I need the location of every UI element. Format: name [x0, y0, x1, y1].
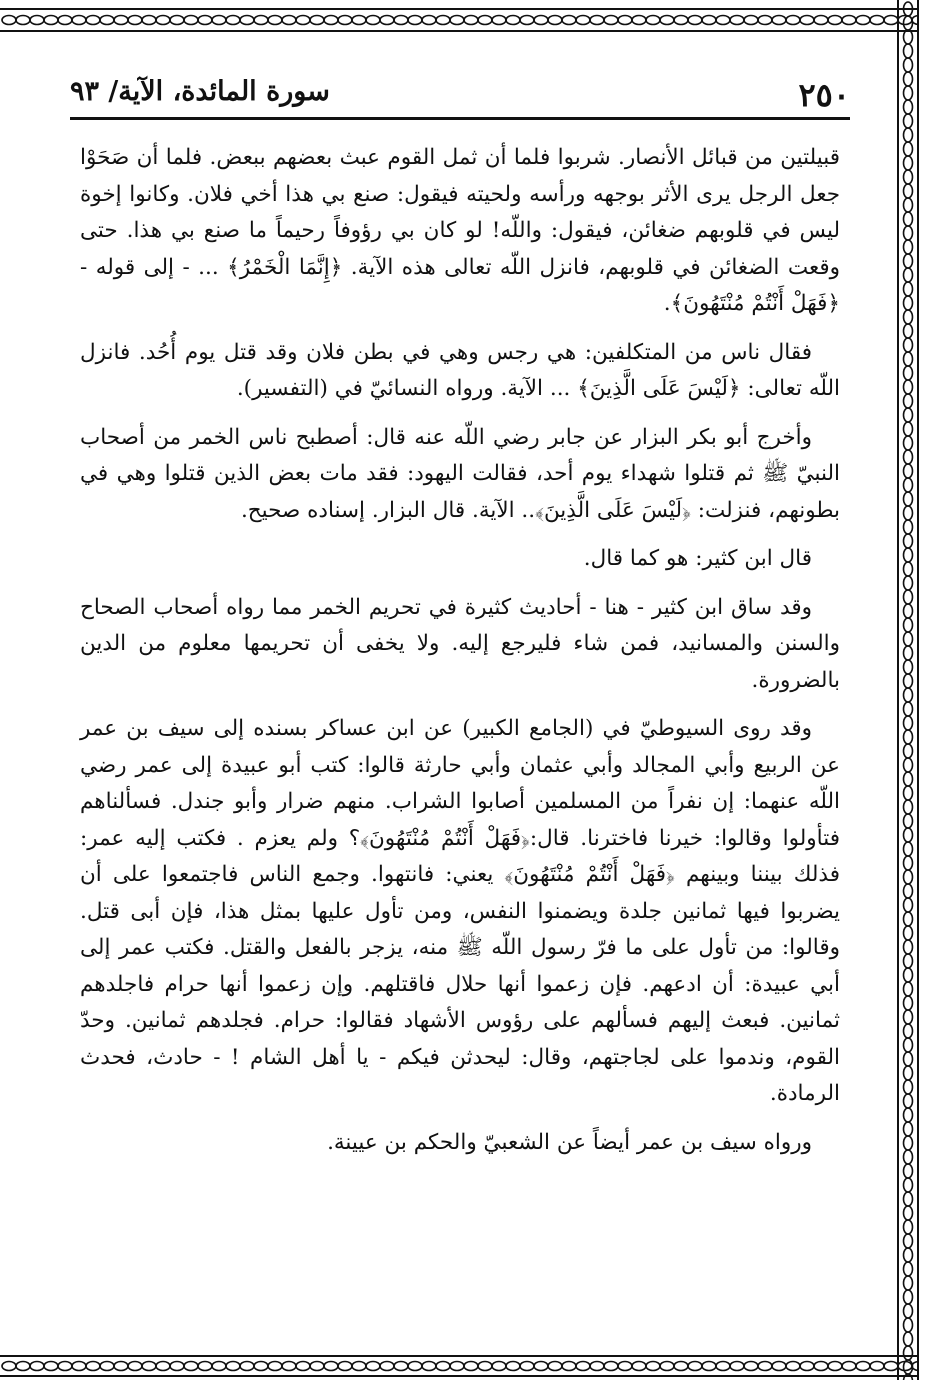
chain-link — [904, 856, 913, 870]
chain-link — [464, 1362, 478, 1371]
chain-link — [128, 16, 142, 25]
chain-link — [904, 282, 913, 296]
chain-link — [904, 254, 913, 268]
chain-link — [646, 1362, 660, 1371]
chain-link — [904, 436, 913, 450]
chain-link — [904, 828, 913, 842]
chain-link — [904, 1136, 913, 1150]
chain-link — [904, 814, 913, 828]
chain-link — [904, 170, 913, 184]
chain-link — [904, 198, 913, 212]
chain-link — [870, 16, 884, 25]
chain-link — [904, 940, 913, 954]
chain-link — [576, 16, 590, 25]
chain-link — [904, 618, 913, 632]
chain-link — [744, 1362, 758, 1371]
chain-link — [576, 1362, 590, 1371]
chain-link — [604, 16, 618, 25]
chain-link — [198, 1362, 212, 1371]
running-title: سورة المائدة، الآية/ ٩٣ — [70, 76, 330, 107]
chain-link — [86, 16, 100, 25]
chain-link — [436, 1362, 450, 1371]
chain-link — [800, 1362, 814, 1371]
chain-link — [904, 1248, 913, 1262]
chain-link — [904, 954, 913, 968]
chain-link — [674, 1362, 688, 1371]
chain-link — [2, 16, 16, 25]
chain-link — [226, 1362, 240, 1371]
chain-link — [904, 422, 913, 436]
chain-link — [450, 16, 464, 25]
chain-link — [904, 1122, 913, 1136]
chain-link — [310, 16, 324, 25]
chain-link — [904, 366, 913, 380]
chain-link — [904, 1346, 913, 1360]
chain-link — [562, 16, 576, 25]
chain-link — [744, 16, 758, 25]
chain-link — [772, 1362, 786, 1371]
chain-link — [520, 1362, 534, 1371]
chain-link — [478, 16, 492, 25]
chain-link — [394, 16, 408, 25]
decorative-border-top — [0, 6, 918, 34]
chain-link — [904, 1164, 913, 1178]
chain-link — [904, 772, 913, 786]
chain-link — [842, 1362, 856, 1371]
chain-link — [904, 674, 913, 688]
chain-link — [904, 1360, 913, 1374]
chain-link — [904, 520, 913, 534]
header-rule — [70, 117, 850, 120]
chain-link — [254, 1362, 268, 1371]
chain-link — [58, 1362, 72, 1371]
chain-link — [856, 16, 870, 25]
chain-link — [758, 1362, 772, 1371]
chain-link — [904, 562, 913, 576]
chain-link — [904, 142, 913, 156]
chain-link — [352, 16, 366, 25]
chain-link — [380, 16, 394, 25]
chain-link — [904, 352, 913, 366]
chain-link — [904, 1024, 913, 1038]
chain-link — [904, 1290, 913, 1304]
chain-link — [86, 1362, 100, 1371]
chain-link — [380, 1362, 394, 1371]
chain-link — [282, 16, 296, 25]
chain-link — [904, 548, 913, 562]
chain-link — [338, 16, 352, 25]
chain-link — [904, 296, 913, 310]
chain-link — [904, 338, 913, 352]
chain-link — [904, 632, 913, 646]
chain-link — [618, 16, 632, 25]
chain-link — [904, 114, 913, 128]
chain-link — [904, 1094, 913, 1108]
chain-link — [904, 912, 913, 926]
chain-link — [142, 16, 156, 25]
chain-link — [44, 1362, 58, 1371]
chain-link — [904, 898, 913, 912]
decorative-border-bottom — [0, 1354, 918, 1378]
chain-link — [422, 16, 436, 25]
chain-link — [904, 996, 913, 1010]
chain-link — [814, 1362, 828, 1371]
chain-link — [904, 842, 913, 856]
page-number: ٢٥٠ — [798, 76, 850, 114]
chain-link — [114, 1362, 128, 1371]
chain-link — [534, 1362, 548, 1371]
chain-link — [904, 212, 913, 226]
chain-link — [674, 16, 688, 25]
chain-link — [904, 450, 913, 464]
chain-link — [100, 1362, 114, 1371]
chain-link — [904, 1262, 913, 1276]
chain-link — [660, 16, 674, 25]
chain-link — [904, 240, 913, 254]
chain-link — [904, 968, 913, 982]
chain-link — [716, 1362, 730, 1371]
chain-link — [904, 646, 913, 660]
chain-link — [904, 1080, 913, 1094]
chain-link — [904, 408, 913, 422]
chain-link — [904, 2, 913, 16]
chain-link — [730, 16, 744, 25]
chain-link — [590, 16, 604, 25]
chain-link — [904, 184, 913, 198]
chain-link — [904, 758, 913, 772]
paragraph-1: قبيلتين من قبائل الأنصار. شربوا فلما أن ثمل القوم عبث بعضهم ببعض. فلما أن صَحَوْا جعل الرجل يرى الأثر بوجهه ورأسه ولحيته فيقول: صنع بي هذا أخي فلان. وكانوا إخوة ليس في قلوبهم ضغائن، فيقول: واللّه! لو كان بي رؤوفاً رحيماً ما صنع بي هذا. حتى وقعت الضغائن في قلوبهم، فانزل اللّه تعالى هذه الآية. ﴿إِنَّمَا الْخَمْرُ﴾ ... - إلى قوله - ﴿فَهَلْ أَنْتُمْ مُنْتَهُونَ﴾. — [80, 145, 840, 316]
chain-link — [904, 688, 913, 702]
chain-link — [632, 16, 646, 25]
chain-link — [296, 16, 310, 25]
chain-link — [492, 16, 506, 25]
chain-link — [904, 100, 913, 114]
chain-link — [422, 1362, 436, 1371]
chain-link — [702, 16, 716, 25]
chain-link — [904, 16, 913, 30]
chain-link — [366, 16, 380, 25]
chain-link — [268, 1362, 282, 1371]
chain-link — [800, 16, 814, 25]
chain-link — [904, 478, 913, 492]
chain-link — [904, 660, 913, 674]
chain-link — [338, 1362, 352, 1371]
chain-link — [904, 1038, 913, 1052]
chain-link — [904, 590, 913, 604]
chain-link — [904, 310, 913, 324]
chain-link — [632, 1362, 646, 1371]
chain-link — [904, 1276, 913, 1290]
chain-link — [772, 16, 786, 25]
chain-link — [904, 1192, 913, 1206]
chain-link — [534, 16, 548, 25]
chain-link — [16, 1362, 30, 1371]
chain-link — [198, 16, 212, 25]
chain-link — [688, 16, 702, 25]
chain-link — [904, 394, 913, 408]
chain-link — [904, 1374, 913, 1380]
chain-link — [904, 86, 913, 100]
chain-link — [904, 128, 913, 142]
chain-link — [226, 16, 240, 25]
chain-link — [904, 30, 913, 44]
chain-link — [646, 16, 660, 25]
chain-link — [828, 16, 842, 25]
chain-link — [240, 1362, 254, 1371]
chain-link — [212, 1362, 226, 1371]
chain-link — [44, 16, 58, 25]
chain-link — [904, 786, 913, 800]
chain-link — [730, 1362, 744, 1371]
chain-link — [366, 1362, 380, 1371]
chain-link — [240, 16, 254, 25]
paragraph-7: ورواه سيف بن عمر أيضاً عن الشعبيّ والحكم بن عيينة. — [327, 1129, 812, 1155]
chain-link — [828, 1362, 842, 1371]
chain-link — [904, 870, 913, 884]
chain-link — [904, 1108, 913, 1122]
chain-link — [184, 1362, 198, 1371]
chain-link — [904, 1234, 913, 1248]
chain-link — [904, 604, 913, 618]
paragraph-2: فقال ناس من المتكلفين: هي رجس وهي في بطن فلان وقد قتل يوم أُحُد. فانزل اللّه تعالى: ﴿لَيْسَ عَلَى الَّذِينَ﴾ ... الآية. ورواه النسائيّ في (التفسير). — [80, 339, 840, 401]
chain-link — [904, 730, 913, 744]
chain-link — [450, 1362, 464, 1371]
chain-link — [904, 1220, 913, 1234]
chain-link — [408, 16, 422, 25]
chain-link — [904, 1304, 913, 1318]
chain-link — [324, 1362, 338, 1371]
chain-link — [72, 16, 86, 25]
chain-link — [904, 1150, 913, 1164]
chain-link — [904, 982, 913, 996]
chain-link — [904, 716, 913, 730]
chain-link — [548, 16, 562, 25]
chain-link — [786, 16, 800, 25]
chain-link — [904, 268, 913, 282]
chain-link — [786, 1362, 800, 1371]
chain-link — [904, 926, 913, 940]
chain-link — [904, 464, 913, 478]
chain-link — [660, 1362, 674, 1371]
chain-link — [520, 16, 534, 25]
chain-link — [904, 1178, 913, 1192]
chain-link — [184, 16, 198, 25]
chain-link — [72, 1362, 86, 1371]
chain-link — [904, 324, 913, 338]
chain-link — [548, 1362, 562, 1371]
chain-link — [814, 16, 828, 25]
chain-link — [506, 1362, 520, 1371]
chain-link — [904, 702, 913, 716]
chain-link — [30, 16, 44, 25]
chain-link — [904, 380, 913, 394]
chain-link — [758, 16, 772, 25]
chain-link — [478, 1362, 492, 1371]
main-text — [80, 140, 840, 1173]
chain-link — [142, 1362, 156, 1371]
chain-link — [904, 744, 913, 758]
chain-link — [618, 1362, 632, 1371]
chain-link — [170, 16, 184, 25]
chain-link — [856, 1362, 870, 1371]
chain-link — [904, 1332, 913, 1346]
chain-link — [492, 1362, 506, 1371]
paragraph-5: وقد ساق ابن كثير - هنا - أحاديث كثيرة في تحريم الخمر مما رواه أصحاب الصحاح والسنن والمسانيد، فمن شاء فليرجع إليه. ولا يخفى أن تحريمها معلوم من الدين بالضرورة. — [80, 594, 840, 693]
chain-link — [506, 16, 520, 25]
chain-link — [904, 156, 913, 170]
paragraph-4: قال ابن كثير: هو كما قال. — [583, 546, 812, 571]
chain-link — [904, 492, 913, 506]
chain-link — [904, 226, 913, 240]
page-header — [70, 70, 850, 120]
chain-link — [904, 800, 913, 814]
chain-link — [268, 16, 282, 25]
chain-link — [716, 16, 730, 25]
chain-link — [904, 58, 913, 72]
chain-link — [16, 16, 30, 25]
chain-link — [904, 576, 913, 590]
chain-link — [296, 1362, 310, 1371]
chain-link — [156, 16, 170, 25]
chain-link — [562, 1362, 576, 1371]
chain-link — [58, 16, 72, 25]
decorative-border-right — [895, 0, 921, 1380]
chain-link — [114, 16, 128, 25]
chain-link — [904, 534, 913, 548]
chain-link — [352, 1362, 366, 1371]
chain-link — [904, 506, 913, 520]
chain-link — [128, 1362, 142, 1371]
chain-link — [170, 1362, 184, 1371]
chain-link — [282, 1362, 296, 1371]
paragraph-3: وأخرج أبو بكر البزار عن جابر رضي اللّه عنه قال: أصطبح ناس الخمر من أصحاب النبيّ ﷺ ثم قتلوا شهداء يوم أحد، فقالت اليهود: فقد مات بعض الذين قتلوا وهي في بطونهم، فنزلت: ﴿لَيْسَ عَلَى الَّذِينَ﴾.. الآية. قال البزار. إسناده صحيح. — [80, 424, 840, 523]
chain-link — [212, 16, 226, 25]
chain-link — [904, 72, 913, 86]
chain-link — [904, 1206, 913, 1220]
chain-link — [904, 44, 913, 58]
chain-link — [842, 16, 856, 25]
chain-link — [590, 1362, 604, 1371]
chain-link — [394, 1362, 408, 1371]
chain-link — [30, 1362, 44, 1371]
chain-link — [702, 1362, 716, 1371]
chain-link — [870, 1362, 884, 1371]
chain-link — [100, 16, 114, 25]
chain-link — [324, 16, 338, 25]
chain-link — [904, 1318, 913, 1332]
chain-link — [688, 1362, 702, 1371]
chain-link — [310, 1362, 324, 1371]
chain-link — [904, 1066, 913, 1080]
chain-link — [904, 884, 913, 898]
chain-link — [156, 1362, 170, 1371]
chain-link — [408, 1362, 422, 1371]
chain-link — [254, 16, 268, 25]
chain-link — [2, 1362, 16, 1371]
paragraph-6: وقد روى السيوطيّ في (الجامع الكبير) عن ابن عساكر بسنده إلى سيف بن عمر عن الربيع وأبي المجالد وأبي عثمان وأبي حارثة قالوا: كتب أبو عبيدة إلى عمر رضي اللّه عنهما: إن نفراً من المسلمين أصابوا الشراب. منهم ضرار وأبو جندل. فسألناهم فتأولوا وقالوا: خيرنا فاخترنا. قال:﴿فَهَلْ أَنْتُمْ مُنْتَهُونَ﴾؟ ولم يعزم . فكتب إليه عمر: فذلك بيننا وبينهم ﴿فَهَلْ أَنْتُمْ مُنْتَهُونَ﴾ يعني: فانتهوا. وجمع الناس فاجتمعوا على أن يضربوا فيها ثمانين جلدة ويضمنوا النفس، ومن تأول عليها بمثل هذا، فإن أبى قتل. وقالوا: من تأول على ما فرّ رسول اللّه ﷺ منه، يزجر بالفعل والقتل. فكتب عمر إلى أبي عبيدة: أن ادعهم. فإن زعموا أنها حلال فاقتلهم. وإن زعموا أنها حرام فاجلدهم ثمانين. فبعث إليهم فسألهم على رؤوس الأشهاد فقالوا: حرام. فجلدهم ثمانين. وحدّ القوم، وندموا على لجاجتهم، وقال: ليحدثن فيكم - يا أهل الشام ! - حادث، فحدث الرمادة. — [80, 716, 840, 1106]
chain-link — [436, 16, 450, 25]
chain-link — [904, 1010, 913, 1024]
chain-link — [904, 1052, 913, 1066]
chain-link — [464, 16, 478, 25]
chain-link — [604, 1362, 618, 1371]
